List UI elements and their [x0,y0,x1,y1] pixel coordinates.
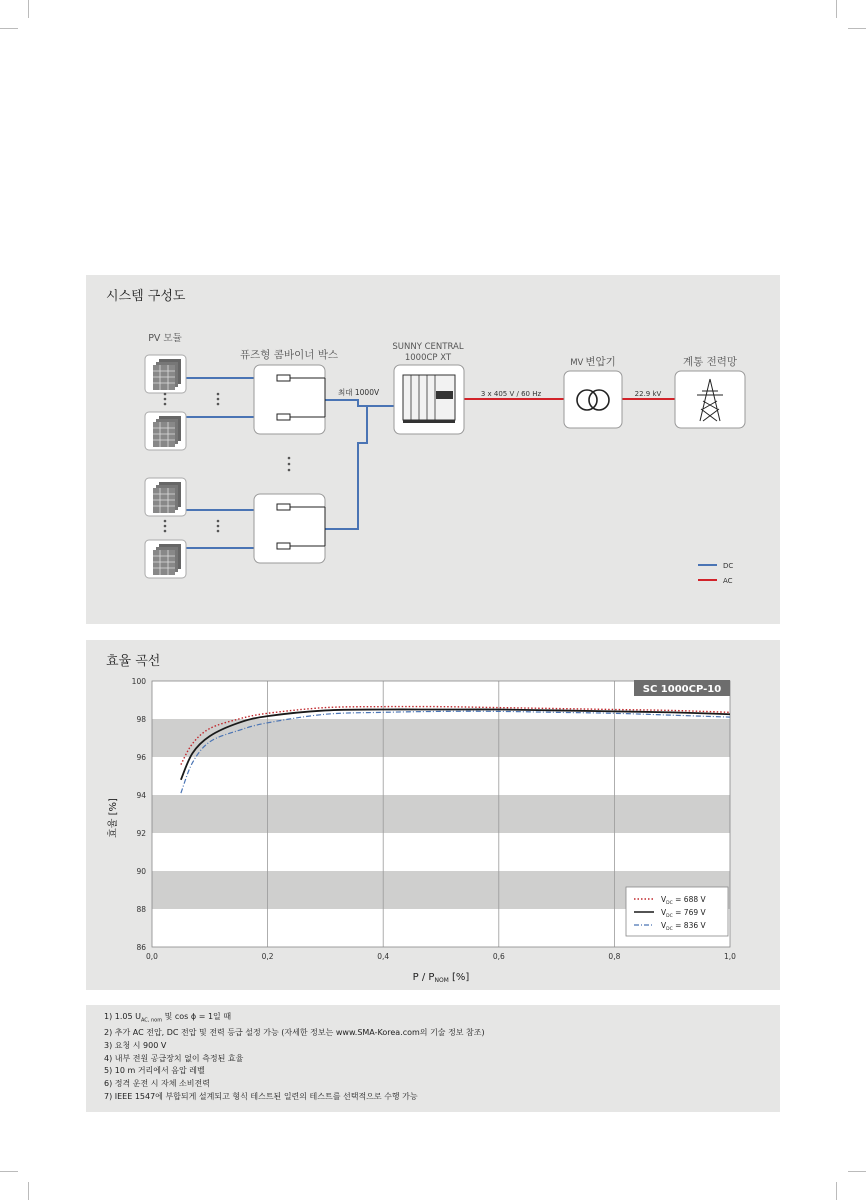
chart-tag: SC 1000CP-10 [642,684,722,695]
y-tick-label: 94 [136,791,146,800]
transformer-label-prefix: MV [570,358,584,368]
legend-ac-label: AC [723,577,733,585]
notes-panel [86,1005,780,1112]
y-axis-label: 효율 [%] [108,798,119,838]
crop-mark [0,28,18,29]
ac-output-label: 3 x 405 V / 60 Hz [480,390,542,398]
crop-mark [836,1182,837,1200]
footnote-1: 1) 1.05 $U_{AC, nom}$ 및 cos ɸ = 1일 때 [104,1012,232,1024]
combiner-box-icon [254,494,325,563]
efficiency-panel [86,640,780,990]
crop-mark [836,0,837,18]
footnote-4: 4) 내부 전원 공급장치 없이 측정된 효율 [104,1053,244,1063]
x-axis-label-sub: NOM [434,977,449,984]
crop-mark [848,28,866,29]
legend-836-label: $V_{DC} = 836$ V [661,921,706,932]
pv-module-icon [145,412,186,450]
y-tick-label: 86 [136,943,146,952]
pv-module-icon [145,478,186,516]
system-diagram-panel [86,275,780,624]
y-tick-label: 90 [136,867,146,876]
footnote-3: 3) 요청 시 900 V [104,1041,167,1050]
x-tick-label: 0,6 [492,952,505,961]
legend-688-label: $V_{DC} = 688$ V [661,895,706,906]
y-tick-label: 92 [136,829,146,838]
legend-dc-label: DC [723,562,734,570]
transformer-label [570,355,616,368]
crop-mark [28,0,29,18]
footnote-2: 2) 추가 AC 전압, DC 전압 및 전력 등급 설정 가능 (자세한 정보는 www.SMA-Korea.com의 기술 정보 참조) [104,1028,485,1038]
transformer-label-text: 변압기 [585,356,616,368]
pv-module-icon [145,355,186,393]
max-dc-voltage-label: 최대 1000V [338,388,380,397]
footnote-7: 7) IEEE 1547에 부합되게 설계되고 형식 테스트된 일련의 테스트를 선택적으로 수행 가능 [104,1091,418,1101]
y-tick-label: 88 [136,905,146,914]
efficiency-chart [86,640,780,990]
x-tick-label: 0,2 [261,952,274,961]
inverter-label-line2: 1000CP XT [404,353,452,363]
power-grid-icon [675,371,745,428]
system-diagram [86,275,780,624]
crop-mark [28,1182,29,1200]
crop-mark [0,1171,18,1172]
pv-module-icon [145,540,186,578]
grid-band [152,719,730,757]
x-tick-label: 0,8 [608,952,621,961]
mv-output-label: 22.9 kV [634,390,662,398]
y-tick-label: 98 [136,715,146,724]
legend-769-label: $V_{DC} = 769$ V [661,908,706,919]
crop-mark [848,1171,866,1172]
grid-label: 계통 전력망 [682,356,738,368]
x-axis-label-main: P / P [412,972,435,983]
footnote-6: 6) 정격 운전 시 자체 소비전력 [104,1079,210,1089]
x-tick-label: 1,0 [724,952,736,961]
y-tick-label: 100 [131,677,146,686]
y-tick-label: 96 [136,753,146,762]
inverter-label-line1: SUNNY CENTRAL [392,342,464,352]
x-axis-label [413,972,470,984]
grid-band [152,795,730,833]
pv-module-label: PV 모듈 [148,333,182,344]
footnote-5: 5) 10 m 거리에서 음압 레벨 [104,1066,205,1076]
y-tick-labels [132,677,147,952]
inverter-icon [394,365,464,434]
combiner-box-label: 퓨즈형 콤바이너 박스 [240,349,338,361]
x-tick-labels [146,952,736,961]
combiner-box-icon [254,365,325,434]
x-tick-label: 0,4 [377,952,390,961]
x-tick-label: 0,0 [146,952,158,961]
footnotes [104,1011,485,1104]
efficiency-title: 효율 곡선 [106,654,161,669]
system-diagram-title: 시스템 구성도 [106,289,186,304]
transformer-icon [564,371,622,428]
x-axis-label-unit: [%] [448,972,470,983]
